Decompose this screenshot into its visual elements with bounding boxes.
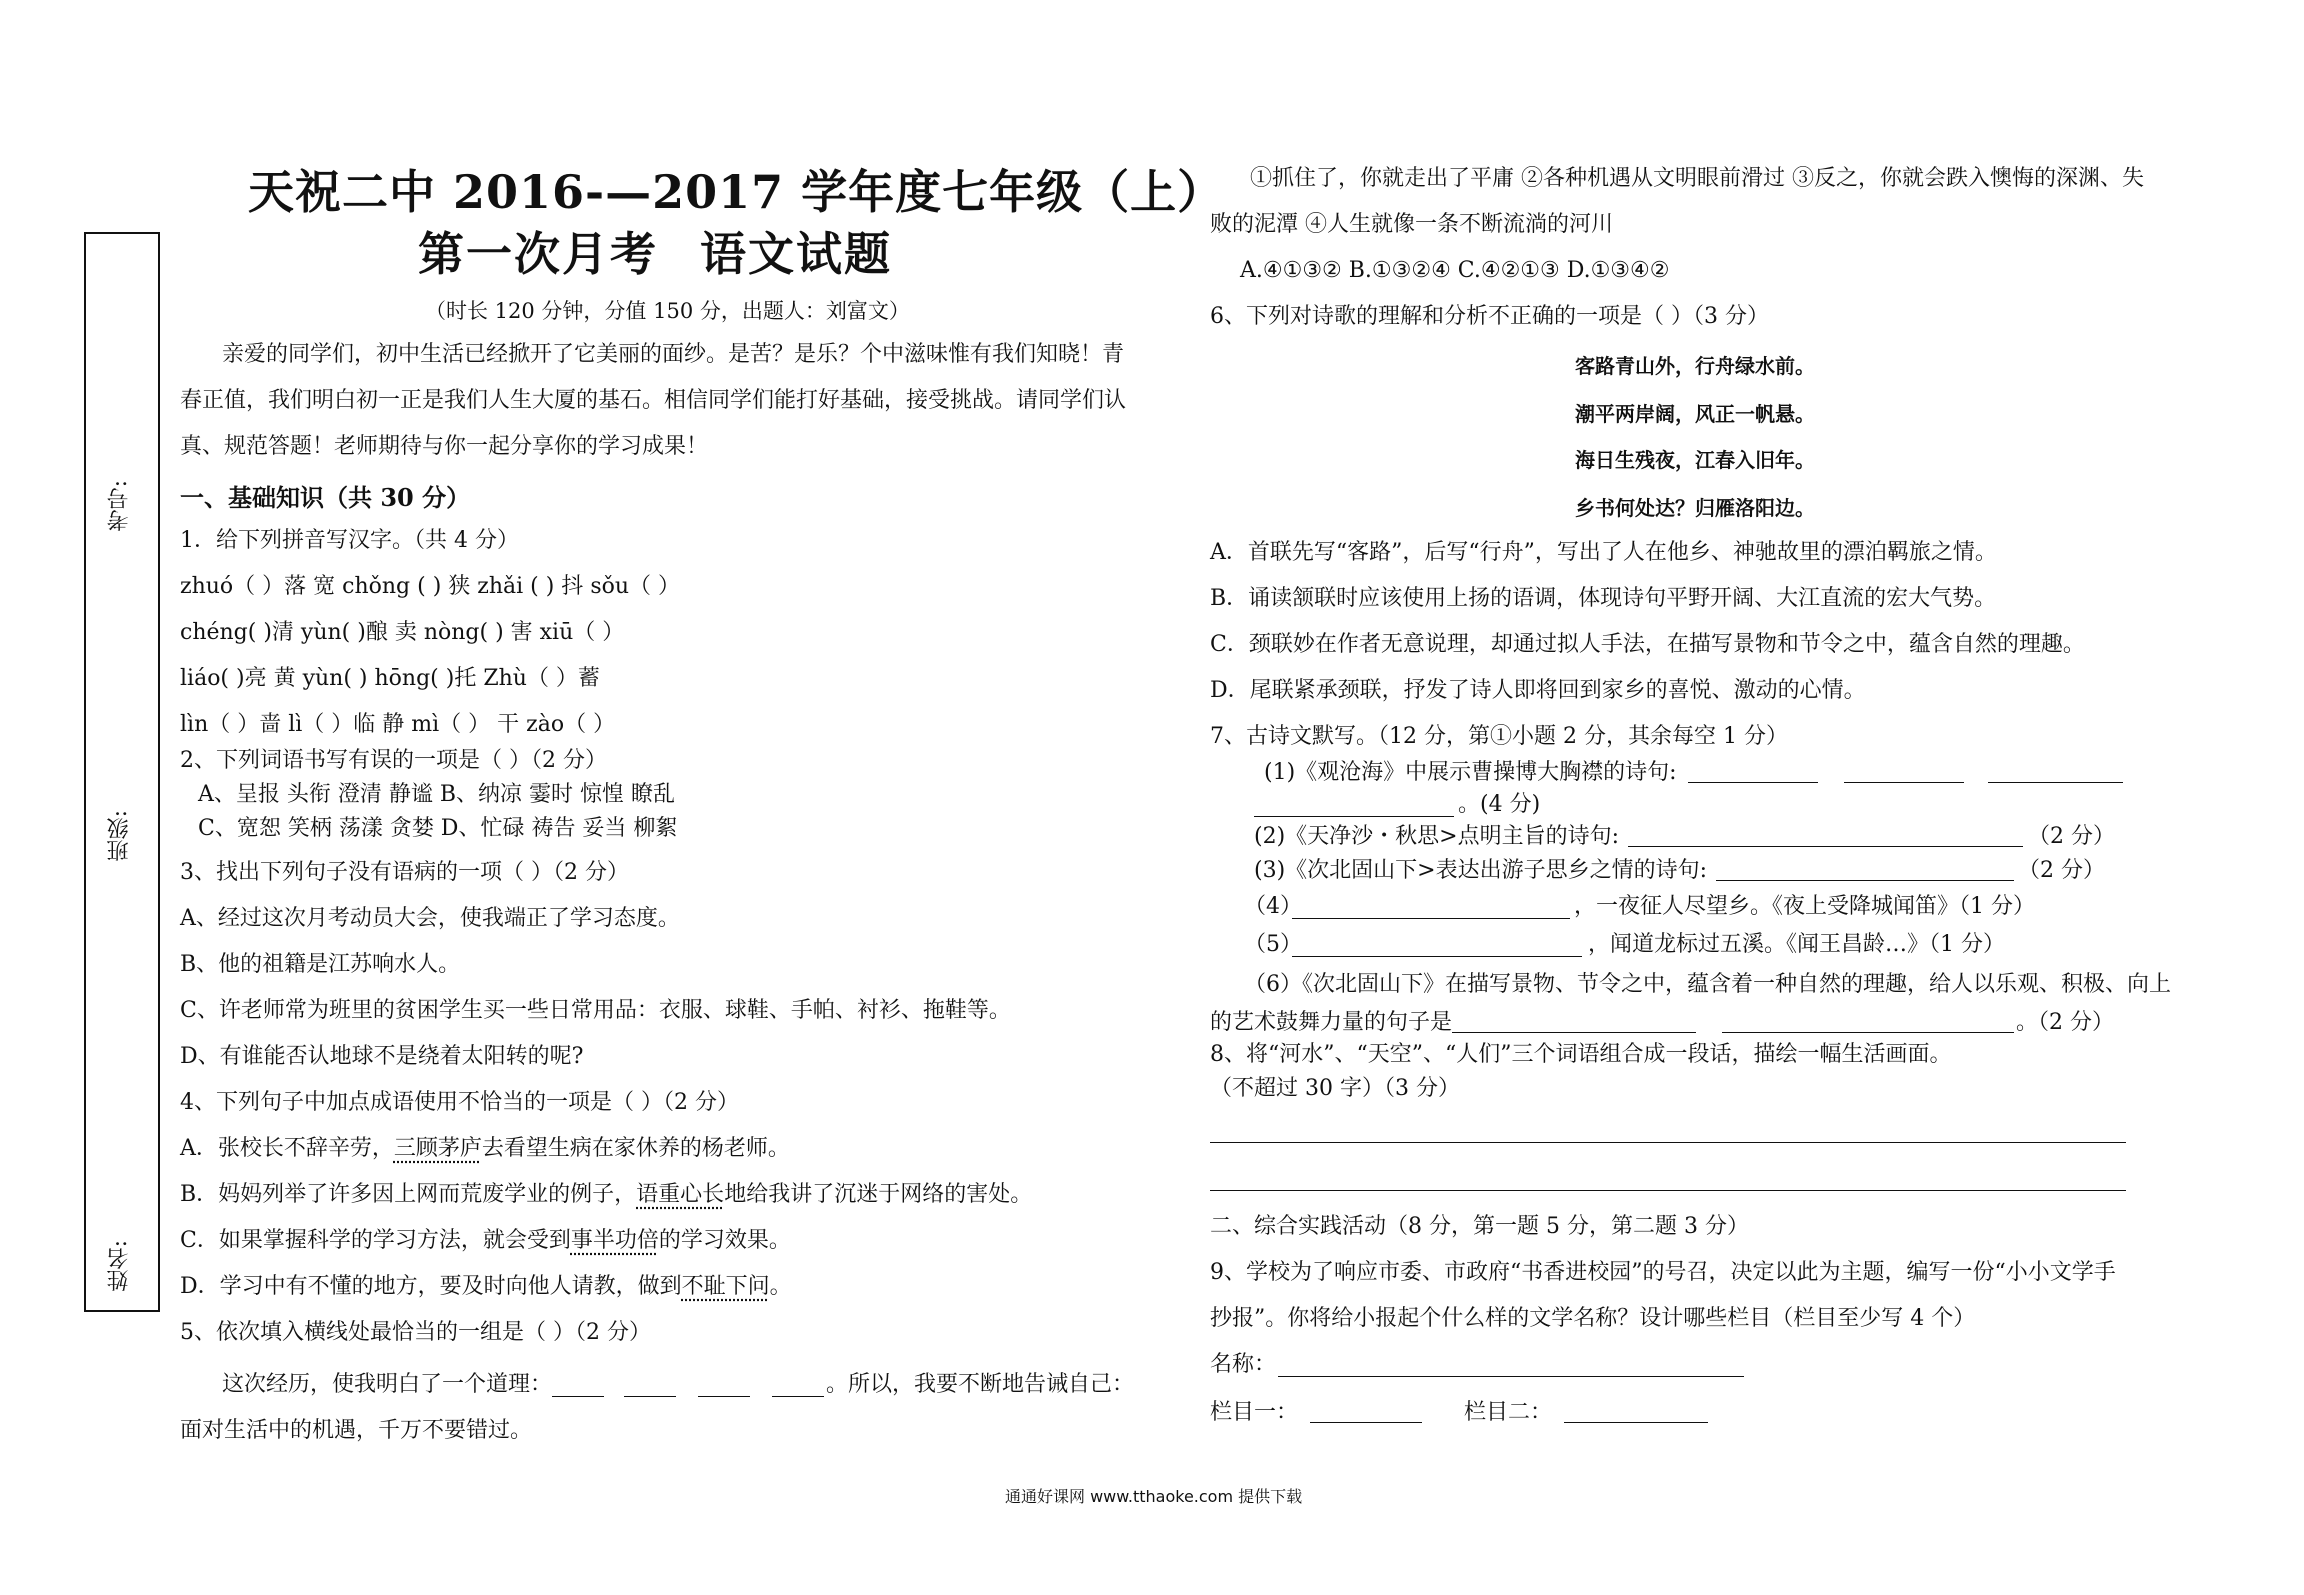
q7-1-blank-4[interactable] — [1254, 816, 1454, 817]
intro-line-1: 亲爱的同学们，初中生活已经掀开了它美丽的面纱。是苦？是乐？个中滋味惟有我们知晓！青 — [222, 342, 1125, 367]
q6-option-a: A．首联先写“客路”，后写“行舟”，写出了人在他乡、神驰故里的漂泊羁旅之情。 — [1210, 540, 1997, 565]
q7-5-rest: ，闻道龙标过五溪。《闻王昌龄…》（1 分） — [1588, 932, 2005, 957]
q7-5-num: （5） — [1244, 932, 1302, 957]
q4-b-pre: B．妈妈列举了许多因上网而荒废学业的例子， — [180, 1182, 637, 1207]
banji-label: 班级: — [107, 810, 132, 862]
q5-blank-4[interactable] — [772, 1396, 824, 1397]
q7-6-line-2: 的艺术鼓舞力量的句子是 — [1210, 1010, 1453, 1035]
q4-b-idiom: 语重心长 — [636, 1182, 725, 1207]
q7-6-line-1: （6）《次北固山下》在描写景物、节令之中，蕴含着一种自然的理趣，给人以乐观、积极、向上 — [1244, 972, 2172, 997]
column-1-blank[interactable] — [1310, 1422, 1422, 1423]
q7-1-end: 。(4 分) — [1458, 792, 1541, 817]
q5-blank-3[interactable] — [698, 1396, 750, 1397]
q9-line-2: 抄报”。你将给小报起个什么样的文学名称？设计哪些栏目（栏目至少写 4 个） — [1210, 1306, 1976, 1331]
binding-box — [84, 232, 160, 1312]
kaohao-label: 考号: — [107, 480, 132, 532]
q5-sentence-line-2: 败的泥潭 ④人生就像一条不断流淌的河川 — [1210, 212, 1613, 237]
q7-1: (1)《观沧海》中展示曹操博大胸襟的诗句: — [1264, 760, 1677, 785]
q2: 2、下列词语书写有误的一项是（ ）（2 分） — [180, 748, 607, 773]
q4-a-idiom: 三顾茅庐 — [393, 1136, 482, 1161]
q3-option-a: A、经过这次月考动员大会，使我端正了学习态度。 — [180, 906, 680, 931]
q7: 7、古诗文默写。（12 分，第①小题 2 分，其余每空 1 分） — [1210, 724, 1788, 749]
q7-3-blank[interactable] — [1716, 880, 2014, 881]
q1: 1．给下列拼音写汉字。（共 4 分） — [180, 528, 519, 553]
q7-2-score: （2 分） — [2028, 824, 2115, 849]
q5-line-1-end: 。所以，我要不断地告诫自己： — [826, 1372, 1135, 1397]
column-1-label: 栏目一： — [1210, 1400, 1299, 1425]
q1-row-2: chéng( )清 yùn( )酿 卖 nòng( ) 害 xiū（ ） — [180, 620, 625, 645]
poem-line-1: 客路青山外，行舟绿水前。 — [1575, 354, 1815, 378]
column-2-label: 栏目二： — [1464, 1400, 1553, 1425]
name-blank[interactable] — [1278, 1376, 1744, 1377]
exam-meta: （时长 120 分钟，分值 150 分，出题人：刘富文） — [425, 299, 910, 323]
q4-c-post: 的学习效果。 — [658, 1228, 791, 1253]
q4: 4、下列句子中加点成语使用不恰当的一项是（ ）（2 分） — [180, 1090, 739, 1115]
footer-credit: 通通好课网 www.tthaoke.com 提供下载 — [1005, 1487, 1303, 1506]
poem-line-3: 海日生残夜，江春入旧年。 — [1575, 448, 1815, 472]
q2-options-ab: A、呈报 头衔 澄清 静谧 B、纳凉 霎时 惊惶 瞭乱 — [198, 782, 676, 807]
q6-option-d: D．尾联紧承颈联，抒发了诗人即将回到家乡的喜悦、激动的心情。 — [1210, 678, 1866, 703]
q1-row-1: zhuó（ ）落 宽 chǒng ( ) 狭 zhǎi ( ) 抖 sǒu（ ） — [180, 574, 681, 599]
intro-line-2: 春正值，我们明白初一正是我们人生大厦的基石。相信同学们能打好基础，接受挑战。请同学们认 — [180, 388, 1127, 413]
q4-a-post: 去看望生病在家休养的杨老师。 — [481, 1136, 790, 1161]
q7-2: (2)《天净沙・秋思>点明主旨的诗句: — [1254, 824, 1620, 849]
name-label: 名称： — [1210, 1352, 1277, 1377]
q7-6-blank-2[interactable] — [1722, 1032, 2014, 1033]
q1-row-4: lìn（ ）啬 lì（ ）临 静 mì（ ） 干 zào（ ） — [180, 712, 616, 737]
intro-line-3: 真、规范答题！老师期待与你一起分享你的学习成果！ — [180, 434, 709, 459]
q5-line-1: 这次经历，使我明白了一个道理： — [222, 1372, 553, 1397]
q4-a-pre: A．张校长不辞辛劳， — [180, 1136, 394, 1161]
q7-1-blank-1[interactable] — [1688, 782, 1818, 783]
q5-line-2: 面对生活中的机遇，千万不要错过。 — [180, 1418, 533, 1443]
q7-2-blank[interactable] — [1628, 846, 2023, 847]
poem-line-4: 乡书何处达？归雁洛阳边。 — [1575, 496, 1815, 520]
q4-c-idiom: 事半功倍 — [570, 1228, 659, 1253]
q6: 6、下列对诗歌的理解和分析不正确的一项是（ ）（3 分） — [1210, 304, 1769, 329]
q4-option-c — [180, 1226, 791, 1256]
q7-4-blank[interactable] — [1292, 918, 1570, 919]
q4-option-d — [180, 1272, 792, 1302]
exam-title-line1: 天祝二中 2016-—2017 学年度七年级（上） — [248, 165, 1225, 219]
q7-6-end: 。（2 分） — [2016, 1010, 2114, 1035]
q5-blank-1[interactable] — [552, 1396, 604, 1397]
q7-1-blank-2[interactable] — [1844, 782, 1964, 783]
q7-6-blank-1[interactable] — [1452, 1032, 1696, 1033]
q3-option-d: D、有谁能否认地球不是绕着太阳转的呢? — [180, 1044, 584, 1069]
q4-d-idiom: 不耻下问 — [681, 1274, 770, 1299]
q1-row-3: liáo( )亮 黄 yùn( ) hōng( )托 Zhù（ ）蓄 — [180, 666, 600, 691]
exam-title-line2a: 第一次月考 — [418, 227, 658, 281]
q5-sentence-line-1: ①抓住了，你就走出了平庸 ②各种机遇从文明眼前滑过 ③反之，你就会跌入懊悔的深渊、失 — [1250, 166, 2144, 191]
xingming-label: 姓名: — [107, 1240, 132, 1292]
q5-blank-2[interactable] — [624, 1396, 676, 1397]
q5: 5、依次填入横线处最恰当的一组是（ ）（2 分） — [180, 1320, 651, 1345]
q7-4-rest: ，一夜征人尽望乡。《夜上受降城闻笛》（1 分） — [1574, 894, 2035, 919]
q4-d-post: 。 — [769, 1274, 792, 1299]
column-2-blank[interactable] — [1564, 1422, 1708, 1423]
q3-option-b: B、他的祖籍是江苏响水人。 — [180, 952, 461, 977]
q5-options: A.④①③② B.①③②④ C.④②①③ D.①③④② — [1240, 258, 1670, 283]
q7-5-blank[interactable] — [1292, 956, 1582, 957]
q4-option-b — [180, 1180, 1032, 1210]
section-2-heading: 二、综合实践活动（8 分，第一题 5 分，第二题 3 分） — [1210, 1214, 1749, 1239]
q7-3: (3)《次北固山下>表达出游子思乡之情的诗句: — [1254, 858, 1708, 883]
q8-answer-line-1[interactable] — [1210, 1142, 2126, 1143]
q4-d-pre: D．学习中有不懂的地方，要及时向他人请教，做到 — [180, 1274, 682, 1299]
q8-line-1: 8、将“河水”、“天空”、“人们”三个词语组合成一段话，描绘一幅生活画面。 — [1210, 1042, 1952, 1067]
q7-4-num: （4） — [1244, 894, 1302, 919]
q8-line-2: （不超过 30 字）（3 分） — [1210, 1076, 1460, 1101]
exam-title-line2b: 语文试题 — [700, 227, 892, 281]
q4-b-post: 地给我讲了沉迷于网络的害处。 — [724, 1182, 1033, 1207]
q4-c-pre: C．如果掌握科学的学习方法，就会受到 — [180, 1228, 571, 1253]
q7-3-score: （2 分） — [2018, 858, 2105, 883]
q4-option-a — [180, 1134, 790, 1164]
poem-line-2: 潮平两岸阔，风正一帆悬。 — [1575, 402, 1815, 426]
section-1-heading: 一、基础知识（共 30 分） — [180, 483, 471, 512]
q3: 3、找出下列句子没有语病的一项（ ）（2 分） — [180, 860, 629, 885]
q7-1-blank-3[interactable] — [1988, 782, 2123, 783]
q2-options-cd: C、宽恕 笑柄 荡漾 贪婪 D、忙碌 祷告 妥当 柳絮 — [198, 816, 678, 841]
q8-answer-line-2[interactable] — [1210, 1190, 2126, 1191]
q3-option-c: C、许老师常为班里的贫困学生买一些日常用品：衣服、球鞋、手帕、衬衫、拖鞋等。 — [180, 998, 1011, 1023]
q6-option-c: C．颈联妙在作者无意说理，却通过拟人手法，在描写景物和节令之中，蕴含自然的理趣。 — [1210, 632, 2085, 657]
q6-option-b: B．诵读颔联时应该使用上扬的语调，体现诗句平野开阔、大江直流的宏大气势。 — [1210, 586, 1997, 611]
q9-line-1: 9、学校为了响应市委、市政府“书香进校园”的号召，决定以此为主题，编写一份“小小文学手 — [1210, 1260, 2116, 1285]
